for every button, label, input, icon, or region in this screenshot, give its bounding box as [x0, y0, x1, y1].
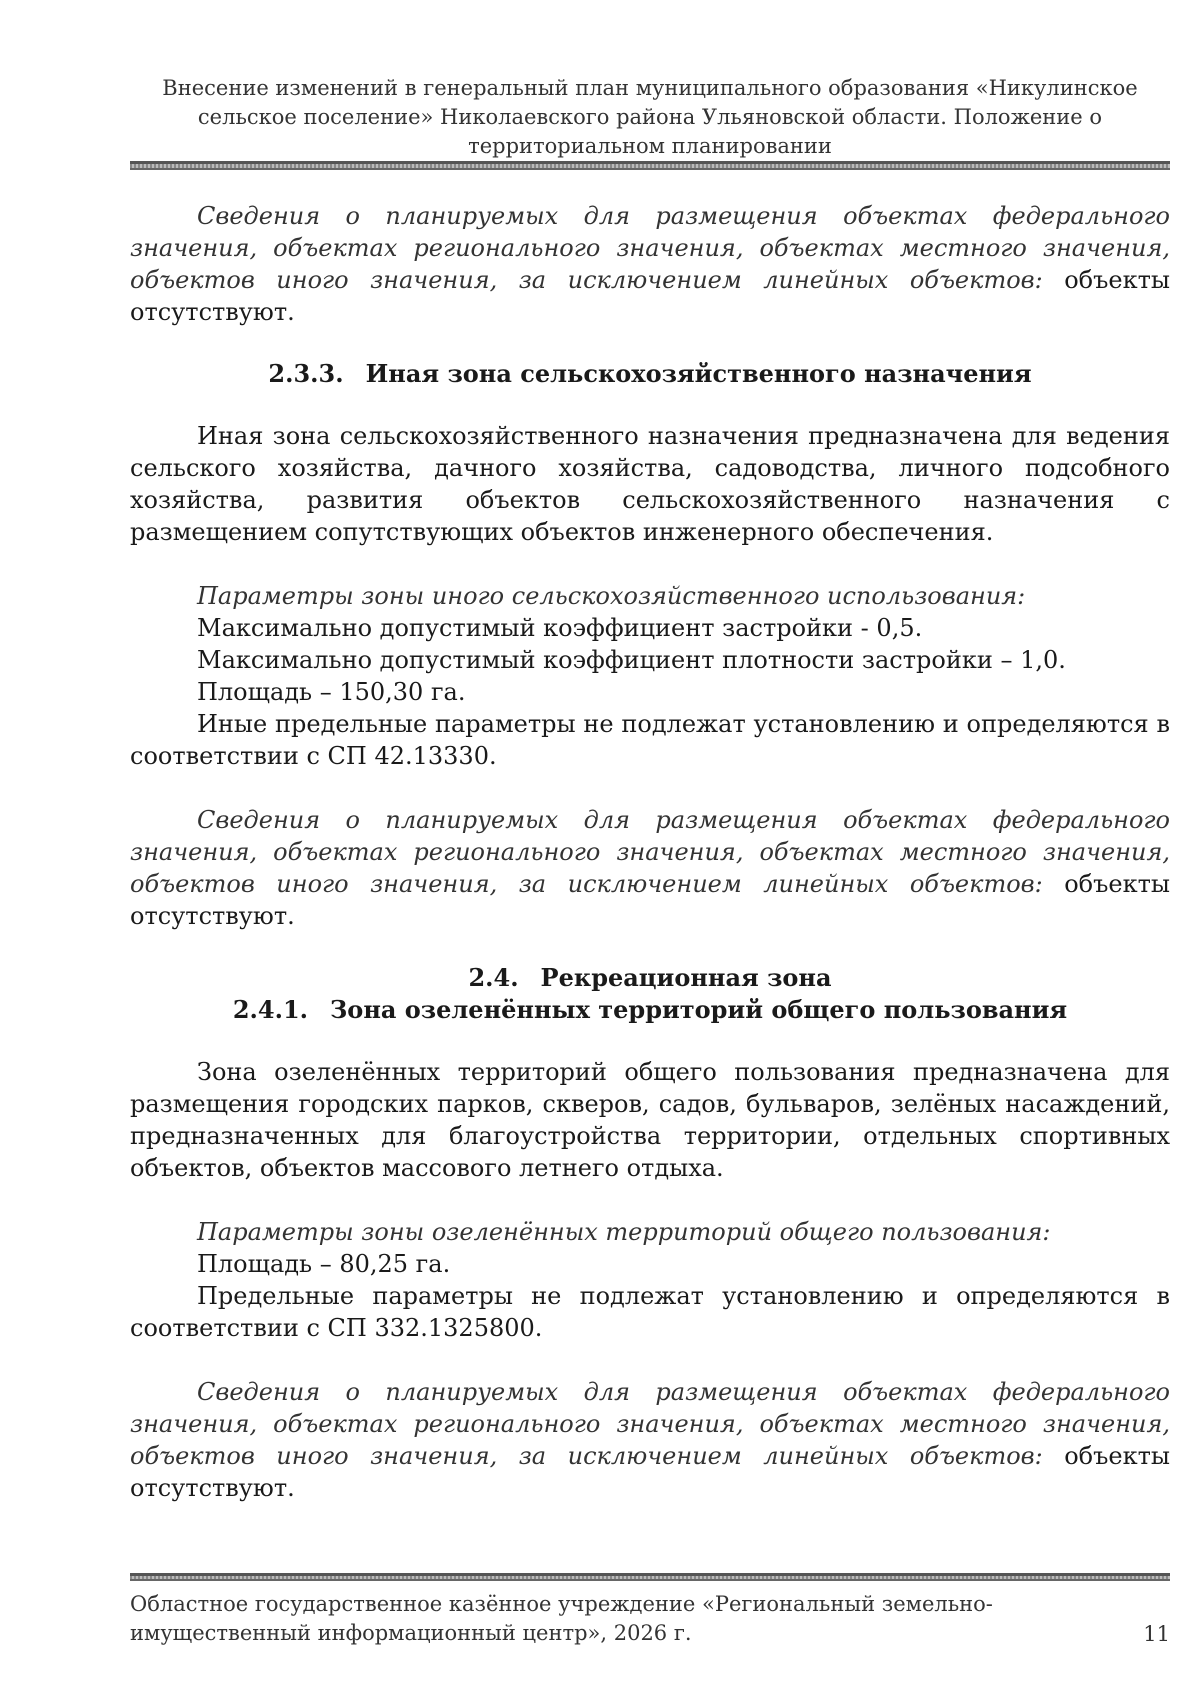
section-heading-241	[130, 994, 1170, 1026]
header-divider	[130, 161, 1170, 170]
page-number: 11	[1143, 1622, 1170, 1646]
section-title: Зона озеленённых территорий общего пользования	[330, 995, 1068, 1024]
section-number: 2.3.3.	[268, 359, 344, 388]
info-label: Сведения о планируемых для размещения объектах федерального значения, объектах регионального значения, объектах местного значения, объектов иного значения, за исключением линейных объектов:	[130, 1378, 1170, 1470]
section-description: Иная зона сельскохозяйственного назначения предназначена для ведения сельского хозяйства, дачного хозяйства, садоводства, личного подсобного хозяйства, развития объектов сельскохозяйственного назначения с размещением сопутствующих объектов инженерного обеспечения.	[130, 422, 1170, 546]
section-title: Рекреационная зона	[540, 963, 832, 992]
info-paragraph	[130, 1376, 1170, 1504]
param-item: Площадь – 80,25 га.	[197, 1250, 451, 1278]
info-value: объекты отсутствуют.	[130, 870, 1170, 930]
param-item: Площадь – 150,30 га.	[197, 678, 466, 706]
info-value: объекты отсутствуют.	[130, 1442, 1170, 1502]
section-title: Иная зона сельскохозяйственного назначения	[365, 359, 1032, 388]
document-body	[130, 200, 1170, 1504]
param-item: Максимально допустимый коэффициент застройки - 0,5.	[197, 614, 923, 642]
info-paragraph	[130, 804, 1170, 932]
param-item: Максимально допустимый коэффициент плотности застройки – 1,0.	[197, 646, 1066, 674]
info-value: объекты отсутствуют.	[130, 266, 1170, 326]
section-heading-24	[130, 962, 1170, 994]
param-item: Иные предельные параметры не подлежат установлению и определяются в соответствии с СП 42.13330.	[130, 710, 1170, 770]
section-heading-233	[130, 358, 1170, 390]
footer-divider	[130, 1573, 1170, 1581]
page-footer: Областное государственное казённое учреждение «Региональный земельно-имущественный информационный центр», 2026 г.	[130, 1592, 993, 1645]
info-paragraph-prev	[130, 200, 1170, 328]
params-title: Параметры зоны озеленённых территорий общего пользования:	[197, 1218, 1051, 1246]
info-label: Сведения о планируемых для размещения объектах федерального значения, объектах регионального значения, объектах местного значения, объектов иного значения, за исключением линейных объектов:	[130, 202, 1170, 294]
section-number: 2.4.1.	[232, 995, 308, 1024]
page-header: Внесение изменений в генеральный план муниципального образования «Никулинское сельское поселение» Николаевского района Ульяновской области. Положение о территориальном планировании	[162, 76, 1138, 158]
section-number: 2.4.	[468, 963, 519, 992]
section-description: Зона озеленённых территорий общего пользования предназначена для размещения городских парков, скверов, садов, бульваров, зелёных насаждений, предназначенных для благоустройства территории, отдельных спортивных объектов, объектов массового летнего отдыха.	[130, 1058, 1170, 1182]
info-label: Сведения о планируемых для размещения объектах федерального значения, объектах регионального значения, объектах местного значения, объектов иного значения, за исключением линейных объектов:	[130, 806, 1170, 898]
params-title: Параметры зоны иного сельскохозяйственного использования:	[197, 582, 1026, 610]
param-item: Предельные параметры не подлежат установлению и определяются в соответствии с СП 332.1325800.	[130, 1282, 1170, 1342]
